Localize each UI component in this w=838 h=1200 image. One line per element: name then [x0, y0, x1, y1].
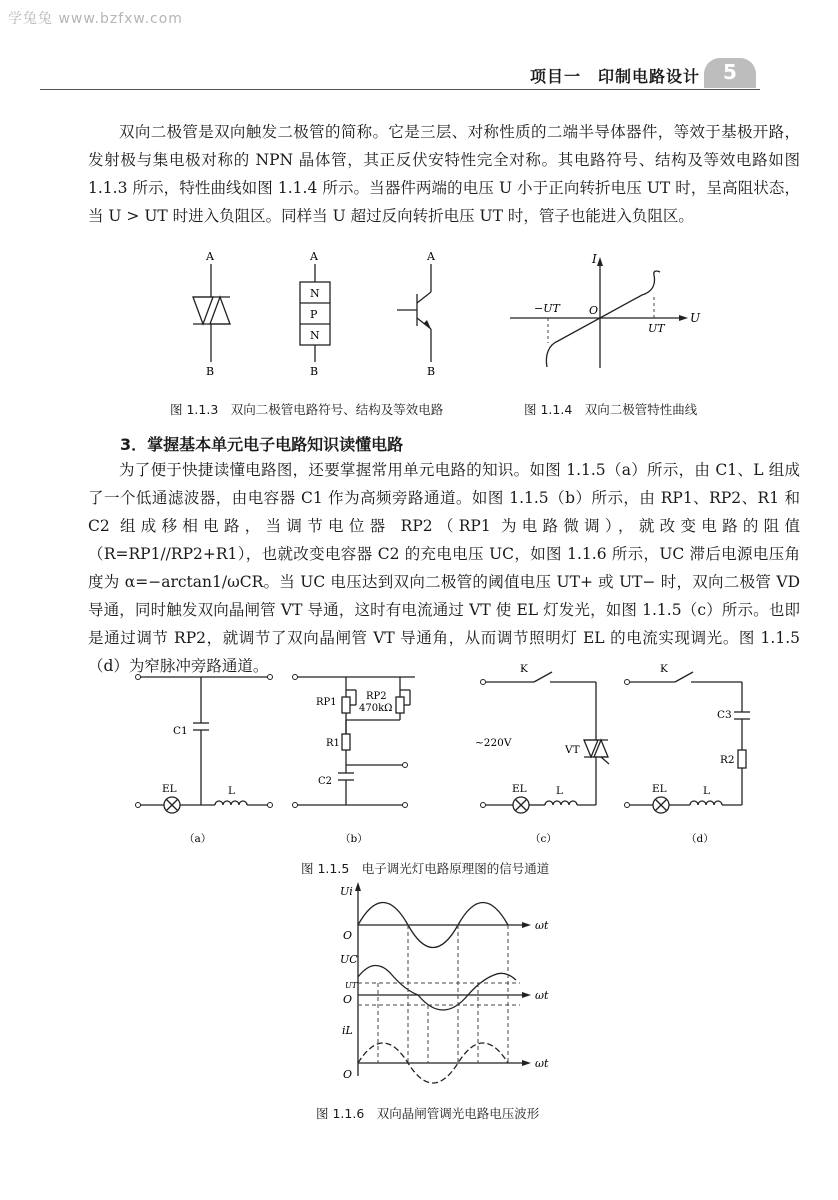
origin-2: O	[343, 993, 353, 1006]
r2-label: R2	[720, 754, 735, 766]
uc-label: UC	[340, 953, 358, 966]
header-title: 项目一 印制电路设计	[530, 67, 701, 86]
sub-a: （a）	[184, 833, 212, 845]
fig-1-1-3-caption: 图 1.1.3 双向二极管电路符号、结构及等效电路	[170, 402, 444, 417]
paragraph-1-text: 双向二极管是双向触发二极管的简称。它是三层、对称性质的二端半导体器件，等效于基极开路，发射极与集电极对称的 NPN 晶体管，其正反伏安特性完全对称。其电路符号、结构及等效电路如图 1.1.3 所示，特性曲线如图 1.1.4 所示。当器件两端的电压 U 小于正向转折电压 UT 时，呈高阻状态，当 U > UT 时进入负阻区。同样当 U 超过反向转折电压 UT 时，管子也能进入负阻区。	[88, 123, 800, 225]
page-number: 5	[723, 60, 737, 84]
uc-wave	[358, 965, 516, 1010]
axis-i-label: I	[592, 252, 597, 266]
symbol-label-a: A	[206, 250, 214, 263]
fig-1-1-4-caption: 图 1.1.4 双向二极管特性曲线	[524, 402, 698, 417]
origin-label: O	[589, 304, 599, 317]
sub-b: （b）	[340, 833, 368, 845]
origin-3: O	[343, 1068, 353, 1081]
il-label: iL	[342, 1024, 353, 1037]
watermark: 学兔兔 www.bzfxw.com	[8, 11, 183, 27]
l-label-c: L	[556, 785, 563, 797]
layer-n-top: N	[310, 287, 320, 300]
paragraph-2-text: 为了便于快捷读懂电路图，还要掌握常用单元电路的知识。如图 1.1.5（a）所示，由 C1、L 组成了一个低通滤波器，由电容器 C1 作为高频旁路通道。如图 1.1.5（b）所示，由 RP1、RP2、R1 和 C2 组成移相电路，当调节电位器 RP2（RP1 为电路微调），就改变电路的阻值（R=RP1//RP2+R1），也就改变电容器 C2 的充电电压 UC，如图 1.1.6 所示，UC 滞后电源电压角度为 α=−arctan1/ωCR。当 UC 电压达到双向二极管的阈值电压 UT+ 或 UT− 时，双向二极管 VD 导通，同时触发双向晶闸管 VT 导通，这时有电流通过 VT 使 EL 灯发光，如图 1.1.5（c）所示。也即是通过调节 RP2，就调节了双向晶闸管 VT 导通角，从而调节照明灯 EL 的电流实现调光。图 1.1.5（d）为窄脉冲旁路通道。	[88, 461, 800, 675]
wt-label-3: ωt	[535, 1057, 549, 1070]
vt-label: VT	[565, 744, 580, 756]
wt-label-2: ωt	[535, 989, 549, 1002]
rp1-label: RP1	[316, 697, 337, 708]
transistor-label-a: A	[427, 250, 435, 263]
el-label-a: EL	[162, 783, 177, 795]
k-label-c: K	[520, 663, 528, 675]
c3-label: C3	[717, 709, 732, 721]
fig-1-1-5-caption: 图 1.1.5 电子调光灯电路原理图的信号通道	[301, 861, 550, 876]
layer-p: P	[310, 308, 318, 321]
pos-ut-label: UT	[648, 322, 665, 335]
structure-label-b: B	[310, 365, 319, 378]
k-label-d: K	[660, 663, 668, 675]
l-label-a: L	[228, 785, 235, 797]
r1-label: R1	[326, 738, 340, 749]
fig-1-1-6-caption: 图 1.1.6 双向晶闸管调光电路电压波形	[316, 1106, 540, 1121]
c2-label: C2	[318, 776, 333, 787]
supply-label: ~220V	[475, 737, 512, 749]
structure-label-a: A	[310, 250, 318, 263]
wt-label-1: ωt	[535, 919, 549, 932]
l-label-d: L	[703, 785, 710, 797]
transistor-label-b: B	[427, 365, 436, 378]
origin-1: O	[343, 929, 353, 942]
waveforms	[358, 903, 520, 1084]
sub-c: （c）	[530, 833, 557, 845]
sub-d: （d）	[686, 833, 714, 845]
c1-label: C1	[173, 725, 188, 737]
el-label-d: EL	[652, 783, 667, 795]
ui-label: Ui	[340, 885, 353, 898]
symbol-label-b: B	[206, 365, 215, 378]
axis-u-label: U	[690, 311, 701, 325]
layer-n-bottom: N	[310, 329, 320, 342]
ut-label: UT	[345, 981, 358, 990]
neg-ut-label: −UT	[534, 302, 560, 315]
rp2-label: RP2	[366, 691, 387, 702]
rp2-value-label: 470kΩ	[359, 703, 393, 714]
section-heading: 3．掌握基本单元电子电路知识读懂电路	[120, 435, 404, 454]
axes	[355, 882, 531, 1076]
el-label-c: EL	[512, 783, 527, 795]
